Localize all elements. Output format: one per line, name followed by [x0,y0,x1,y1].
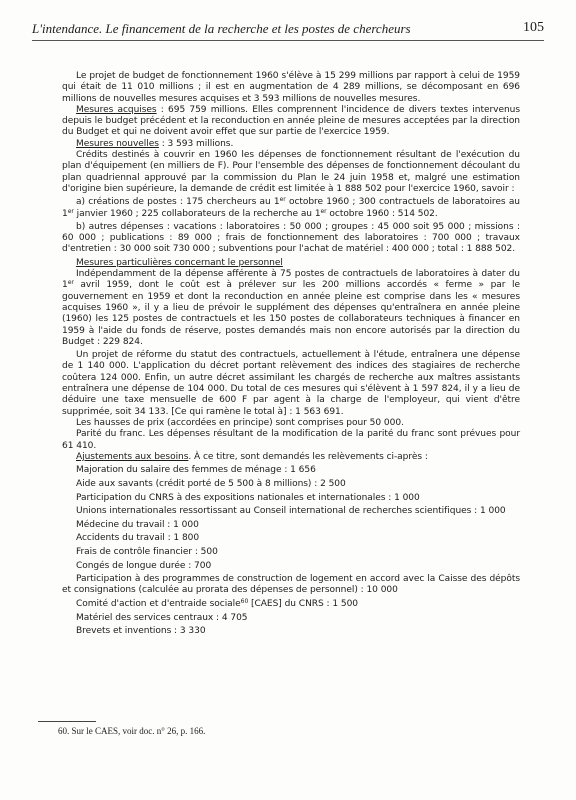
list-item: Médecine du travail : 1 000 [76,519,199,530]
heading-ajustements: Ajustements aux besoins [76,451,189,462]
list-item: Matériel des services centraux : 4 705 [76,612,248,623]
paragraph-ajustements: Ajustements aux besoins. À ce titre, sont demandés les relèvements ci-après : [76,451,428,462]
list-item: Participation à des programmes de construction de logement en accord avec la Caisse des dépôts et consignations (calculée au prorata des dépenses de personnel) : 10 000 [62,574,520,596]
paragraph-plan-equipement: Crédits destinés à couvrir en 1960 les dépenses de fonctionnement résultant de l'exécution du plan d'équipement (en milliers de F). Pour l'ensemble des dépenses de fonctionnement découlant du plan quadriennal approuvé par la commission du Plan le 24 juin 1958 et, malgré une estimation d'origine bien supérieure, la demande de crédit est limitée à 1 888 502 pour l'exercice 1960, savoir : [62,150,520,194]
paragraph-autres-depenses: b) autres dépenses : vacations : laboratoires : 50 000 ; groupes : 45 000 soit 95 000 ; missions : 60 000 ; publications : 89 000 ; frais de fonctionnement des laboratoires : 700 000 ; travaux d'entretien : 30 000 soit 730 000 ; subventions pour l'achat de matériel : 400 000 ; total : 1 888 502. [62,221,520,255]
paragraph-reforme-statut: Un projet de réforme du statut des contractuels, actuellement à l'étude, entraînera une dépense de 1 140 000. L'application du décret portant relèvement des indices des stagiaires de recherche coûtera 124 000. Enfin, un autre décret assimilant les chargés de recherche aux maîtres assistants entraînera une dépense de 104 000. Du total de ces mesures qui s'élèvent à 1 597 824, il y a lieu de déduire une taxe mensuelle de 600 F par agent à la charge de l'employeur, qui vient d'être supprimée, soit 34 133. [Ce qui ramène le total à] : 1 563 691. [62,350,520,417]
paragraph-hausses-prix: Les hausses de prix (accordées en principe) sont comprises pour 50 000. [76,417,404,428]
list-item: Frais de contrôle financier : 500 [76,546,218,557]
list-item: Comité d'action et d'entraide sociale$^{60}$ [CAES] du CNRS : 1 500 [76,598,359,610]
list-item: Congés de longue durée : 700 [76,560,212,571]
paragraph-mesures-acquises: Mesures acquises : 695 759 millions. Elles comprennent l'incidence de divers textes intervenus depuis le budget précédent et la reconduction en année pleine de mesures acceptées par la direction du Budget et qui ne doivent avoir effet que sur partie de l'exercice 1959. [62,104,520,138]
adjustments-list [62,465,520,637]
page-header [32,18,544,41]
heading-mesures-acquises: Mesures acquises [76,104,157,115]
footnote: 60. Sur le CAES, voir doc. n° 26, p. 166. [58,726,206,736]
list-item: Participation du CNRS à des expositions nationales et internationales : 1 000 [76,492,420,503]
heading-mesures-nouvelles: Mesures nouvelles [76,138,159,149]
list-item: Accidents du travail : 1 800 [76,533,200,544]
list-item: Aide aux savants (crédit porté de 5 500 à 8 millions) : 2 500 [76,478,346,489]
paragraph-creations-postes: a) créations de postes : 175 chercheurs au 1er octobre 1960 ; 300 contractuels de laboratoires au 1er janvier 1960 ; 225 collaborateurs de la recherche au 1er octobre 1960 : 514 502. [62,196,520,219]
page-number: 105 [523,20,544,35]
heading-mesures-particulieres: Mesures particulières concernant le personnel [76,257,283,268]
list-item: Brevets et inventions : 3 330 [76,626,206,637]
paragraph-contractuels: Indépendamment de la dépense afférente à 75 postes de contractuels de laboratoires à dater du 1er avril 1959, dont le coût est à prélever sur les 200 millions accordés « ferme » par le gouvernement en 1959 et dont la reconduction en année pleine est comprise dans les « mesures acquises 1960 », il y a lieu de prévoir le supplément des dépenses qu'entraînera en année pleine (1960) les 125 postes de contractuels et les 150 postes de collaborateurs techniques à financer en 1959 à l'aide du fonds de réserve, postes demandés mais non encore autorisés par la direction du Budget : 229 824. [62,269,520,347]
paragraph-parite-franc: Parité du franc. Les dépenses résultant de la modification de la parité du franc sont prévues pour 61 410. [62,429,520,451]
body-text [62,71,520,638]
list-item: Majoration du salaire des femmes de ménage : 1 656 [76,465,316,476]
running-title: L'intendance. Le financement de la recherche et les postes de chercheurs [32,21,411,36]
footnote-ref: 60 [240,598,249,606]
paragraph-mesures-nouvelles: Mesures nouvelles : 3 593 millions. [76,138,234,149]
footnote-divider [38,721,96,722]
paragraph-budget-overview: Le projet de budget de fonctionnement 1960 s'élève à 15 299 millions par rapport à celui de 1959 qui était de 11 010 millions ; il est en augmentation de 4 289 millions, se décomposant en 696 millions de nouvelles mesures acquises et 3 593 millions de nouvelles mesures. [62,71,520,104]
list-item: Unions internationales ressortissant au Conseil international de recherches scientifiques : 1 000 [76,506,506,517]
